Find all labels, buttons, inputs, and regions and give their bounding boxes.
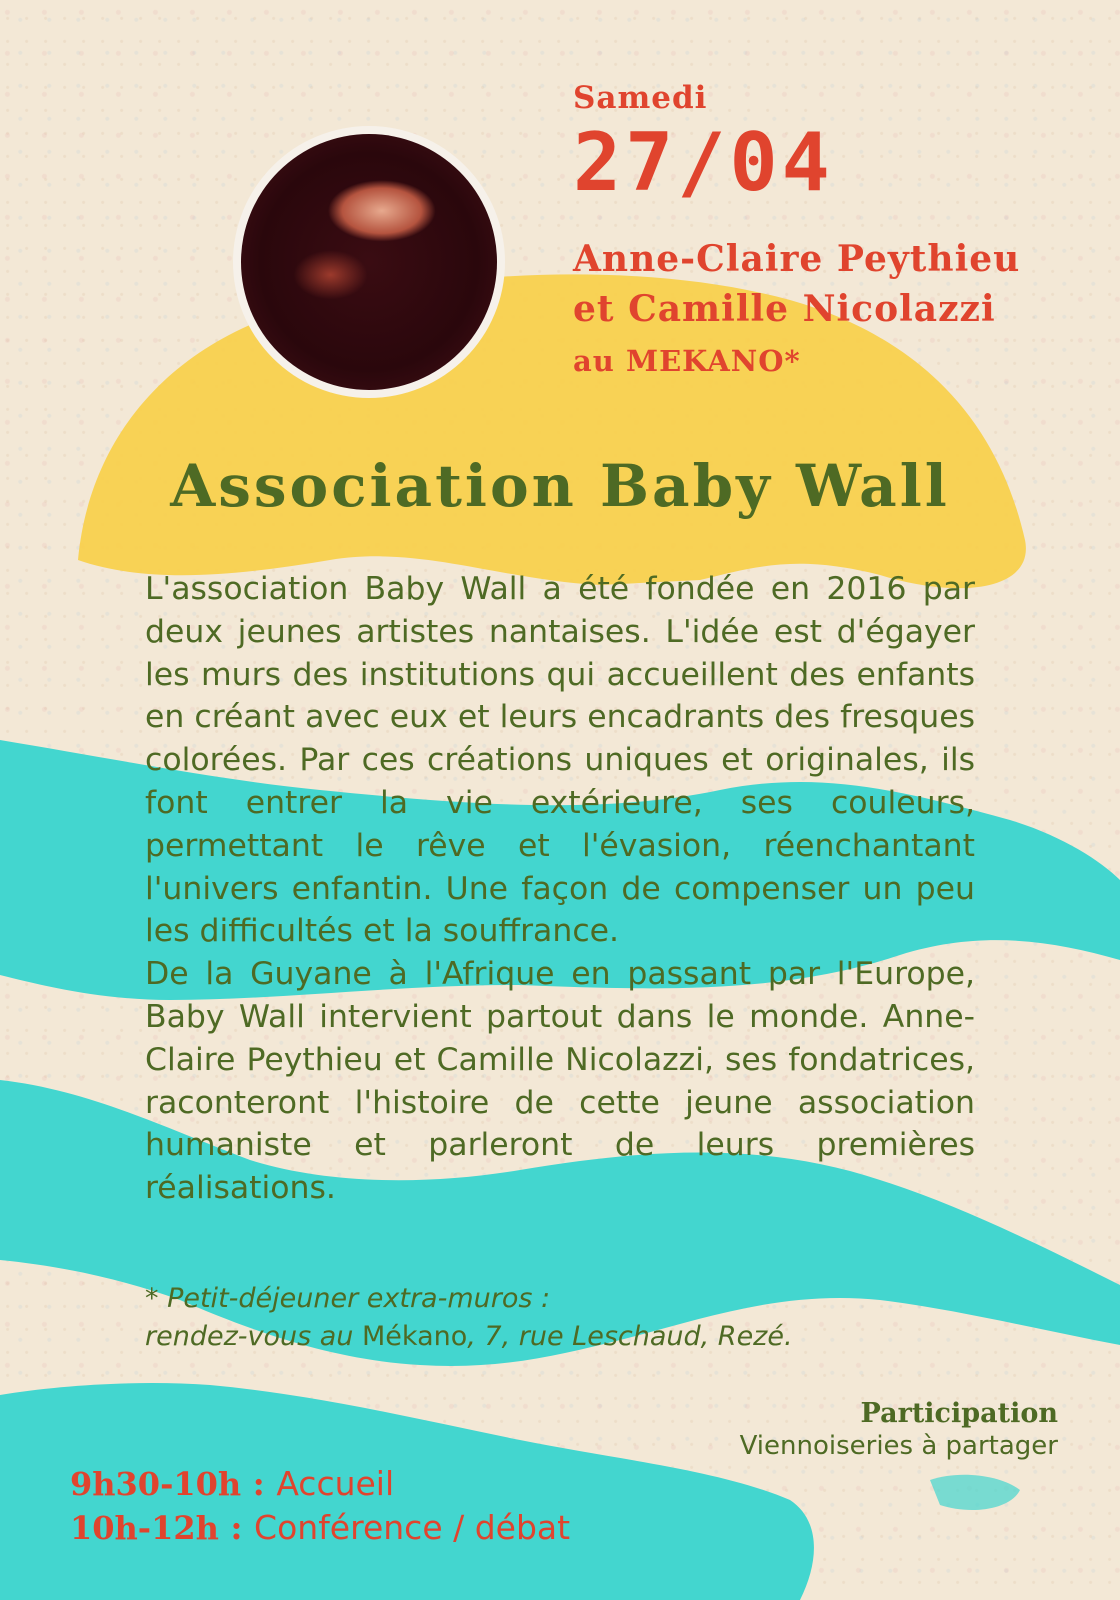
event-venue: au MEKANO* bbox=[573, 344, 801, 378]
page-title: Association Baby Wall bbox=[170, 452, 950, 520]
event-photo bbox=[233, 126, 505, 398]
note-place: Mékano bbox=[362, 1321, 468, 1352]
note-address: , 7, rue Leschaud, Rezé. bbox=[467, 1321, 793, 1352]
description-paragraph-2: De la Guyane à l'Afrique en passant par l'Europe, Baby Wall intervient partout dans le monde. Anne-Claire Peythieu et Camille Nicolazzi, ses fondatrices, raconteront l'histoire de cette jeune association humaniste et parleront de leurs premières réalisations. bbox=[145, 956, 975, 1207]
schedule-row bbox=[70, 1506, 570, 1550]
schedule-separator: : bbox=[241, 1464, 277, 1503]
photo-artwork bbox=[241, 134, 497, 390]
participation-value: Viennoiseries à partager bbox=[739, 1431, 1058, 1461]
speakers bbox=[573, 234, 1020, 334]
breakfast-note bbox=[145, 1280, 1005, 1356]
speakers-line-1: Anne-Claire Peythieu bbox=[573, 238, 1021, 280]
event-date: 27/04 bbox=[573, 116, 834, 209]
schedule-activity: Accueil bbox=[276, 1464, 395, 1503]
schedule-activity: Conférence / débat bbox=[254, 1508, 571, 1547]
schedule-row bbox=[70, 1462, 570, 1506]
schedule-time: 9h30-10h bbox=[70, 1465, 242, 1503]
schedule bbox=[70, 1462, 570, 1550]
speakers-line-2: et Camille Nicolazzi bbox=[573, 288, 996, 330]
schedule-time: 10h-12h bbox=[70, 1509, 219, 1547]
note-line-2-prefix: rendez-vous au bbox=[145, 1321, 362, 1352]
participation-block bbox=[740, 1398, 1058, 1461]
participation-label: Participation bbox=[860, 1398, 1058, 1429]
event-day: Samedi bbox=[573, 80, 708, 116]
turquoise-wave-small bbox=[930, 1475, 1020, 1510]
note-line-1: * Petit-déjeuner extra-muros : bbox=[145, 1283, 551, 1314]
description bbox=[145, 568, 975, 1210]
date-block bbox=[573, 80, 834, 209]
description-paragraph-1: L'association Baby Wall a été fondée en 2016 par deux jeunes artistes nantaises. L'idée est d'égayer les murs des institutions qui accueillent des enfants en créant avec eux et leurs encadrants des fresques colorées. Par ces créations uniques et originales, ils font entrer la vie extérieure, ses couleurs, permettant le rêve et l'évasion, réenchantant l'univers enfantin. Une façon de compenser un peu les difficultés et la souffrance. bbox=[145, 571, 975, 950]
schedule-separator: : bbox=[218, 1508, 255, 1547]
